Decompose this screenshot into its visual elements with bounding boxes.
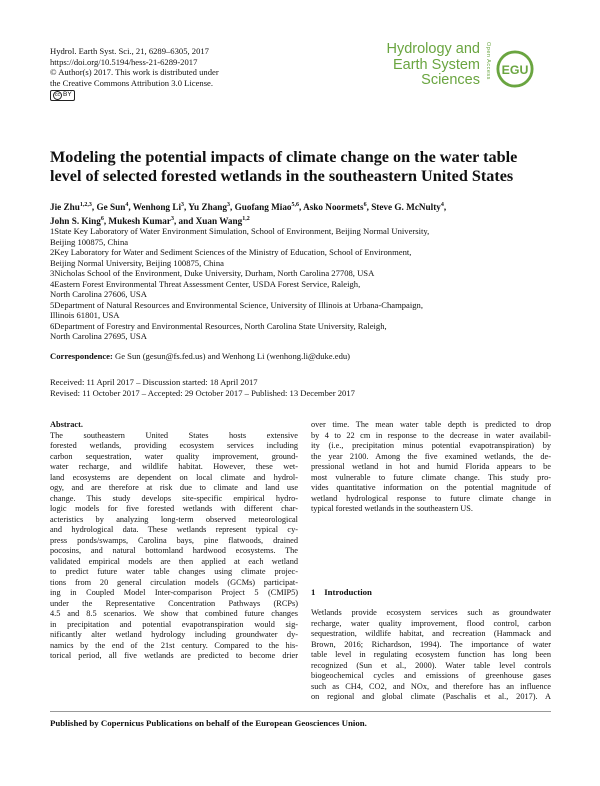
publication-dates bbox=[50, 377, 355, 398]
abstract-line: the year 2100. Among the five examined wetlands, the de- bbox=[311, 451, 551, 461]
abstract-line: validated empirical models are then applied at each wetland bbox=[50, 556, 298, 566]
abstract-line: ogy, and are therefore at risk due to climate and land use bbox=[50, 483, 298, 492]
intro-line: recognized (Sun et al., 2000). Water table level controls bbox=[311, 660, 551, 670]
date-line: Revised: 11 October 2017 – Accepted: 29 October 2017 – Published: 13 December 2017 bbox=[50, 387, 355, 398]
abstract-line: ity (i.e., precipitation minus potential evapotranspiration) by bbox=[311, 441, 551, 450]
footer-divider bbox=[50, 711, 551, 712]
abstract-line: and hydrological data. These wetlands represent typical cy- bbox=[50, 525, 298, 534]
date-line: Received: 11 April 2017 – Discussion started: 18 April 2017 bbox=[50, 377, 258, 387]
abstract-line: land ecosystems are dependent on local climate and hydrol- bbox=[50, 472, 298, 482]
affiliation-line: Illinois 61801, USA bbox=[50, 310, 120, 320]
intro-line: Wetlands provide ecosystem services such as groundwater bbox=[311, 608, 551, 617]
affiliation-line: 1State Key Laboratory of Water Environment Simulation, School of Environment, Beijing Normal University, bbox=[50, 226, 430, 236]
author-line: Jie Zhu$^{1,2,3}$, Ge Sun$^4$, Wenhong Li$^3$, Yu Zhang$^3$, Guofang Miao$^{5,6}$, Asko Noormets$^6$, Steve G. McNulty$^4$, bbox=[50, 202, 447, 213]
journal-name-line: Earth System bbox=[392, 56, 480, 73]
abstract-line: under the Representative Concentration Pathways (RCPs) bbox=[50, 598, 298, 608]
abstract-line: acteristics by analyzing long-term observed meteorological bbox=[50, 514, 298, 524]
affiliation-line: 2Key Laboratory for Water and Sediment Sciences of the Ministry of Education, School of Environment, bbox=[50, 247, 412, 257]
journal-name-line: Sciences bbox=[421, 72, 480, 88]
correspondence-text: Ge Sun (gesun@fs.fed.us) and Wenhong Li (wenhong.li@duke.edu) bbox=[112, 351, 351, 361]
abstract-line: press ponds/swamps, Carolina bays, pine flatwoods, drained bbox=[50, 535, 298, 545]
intro-line: on regional and global climate (Paschalis et al., 2017). A bbox=[311, 692, 551, 701]
abstract-line: 4.5 and 8.5 scenarios. We show that combined future changes bbox=[50, 609, 298, 618]
abstract-line: forested wetlands, providing ecosystem services including bbox=[50, 441, 298, 450]
journal-name bbox=[380, 42, 480, 89]
journal-citation: Hydrol. Earth Syst. Sci., 21, 6289–6305, 2017 bbox=[50, 46, 209, 56]
abstract-line: pressional wetland in hot and humid Florida appears to be bbox=[311, 462, 551, 471]
abstract-line: logic models for five forested wetlands with different char- bbox=[50, 504, 298, 513]
publisher-footer: Published by Copernicus Publications on behalf of the European Geosciences Union. bbox=[50, 718, 367, 728]
copyright-notice: © Author(s) 2017. This work is distributed under bbox=[50, 67, 219, 77]
intro-line: such as CH4, CO2, and NOx, and therefore has an influence bbox=[311, 681, 551, 691]
abstract-continued bbox=[311, 420, 551, 515]
abstract-line: carbon sequestration, water quality improvement, ground- bbox=[50, 451, 298, 461]
abstract-line: to predict future water table changes using climate projec- bbox=[50, 567, 298, 576]
license-notice: the Creative Commons Attribution 3.0 License. bbox=[50, 77, 214, 88]
title-line: level of selected forested wetlands in the southeastern United States bbox=[50, 167, 514, 185]
affiliation-line: Beijing 100875, China bbox=[50, 236, 129, 247]
abstract-line: pocosins, and natural bottomland hardwood ecosystems. The bbox=[50, 546, 298, 555]
abstract-line: change. This study develops site-specific empirical hydro- bbox=[50, 493, 298, 503]
introduction-text bbox=[311, 608, 551, 703]
abstract-label: Abstract. bbox=[50, 420, 83, 429]
paper-title bbox=[50, 148, 517, 186]
intro-line: recharge, water quality improvement, flood control, carbon bbox=[311, 618, 551, 628]
affiliation-line: 6Department of Forestry and Environmental Resources, North Carolina State University, Raleigh, bbox=[50, 320, 387, 331]
affiliation-line: 5Department of Natural Resources and Environmental Science, University of Illinois at Urbana-Champaign, bbox=[50, 299, 424, 310]
open-access-label: Open Access bbox=[485, 42, 491, 80]
section-number: 1 bbox=[311, 587, 316, 597]
abstract-first-text: The southeastern United States hosts extensive bbox=[50, 430, 298, 440]
abstract-line: typical forested wetlands in the southeastern US. bbox=[311, 504, 473, 513]
section-title: Introduction bbox=[324, 587, 372, 597]
abstract-line: torical period, all five wetlands are predicted to become drier bbox=[50, 651, 298, 660]
affiliation-line: North Carolina 27695, USA bbox=[50, 331, 147, 341]
cc-by-label: BY bbox=[63, 91, 72, 98]
egu-logo bbox=[496, 50, 534, 93]
author-line: John S. King$^6$, Mukesh Kumar$^3$, and Xuan Wang$^{1,2}$ bbox=[50, 215, 250, 226]
abstract-line: vides quantitative information on the potential magnitude of bbox=[311, 483, 551, 492]
cc-icon: cc bbox=[55, 92, 60, 98]
abstract-line bbox=[50, 420, 298, 441]
affiliation-line: 3Nicholas School of the Environment, Duke University, Durham, North Carolina 27708, USA bbox=[50, 268, 375, 278]
journal-name-line: Hydrology and bbox=[386, 41, 480, 57]
intro-line: biogeochemical cycles and emissions of greenhouse gases bbox=[311, 671, 551, 680]
abstract-line: by 4 to 22 cm in response to the decrease in water availabil- bbox=[311, 430, 551, 440]
affiliation-line: Beijing Normal University, Beijing 100875, China bbox=[50, 257, 224, 268]
abstract-line: most vulnerable to future climate change. This study pro- bbox=[311, 472, 551, 482]
affiliation-line: North Carolina 27606, USA bbox=[50, 289, 147, 299]
intro-line: Brown, 2016; Richardson, 1994). The importance of water bbox=[311, 639, 551, 649]
abstract-line: in precipitation and potential evapotranspiration would sig- bbox=[50, 619, 298, 629]
abstract-line: tions from 20 general circulation models (GCMs) participat- bbox=[50, 577, 298, 587]
cc-by-badge[interactable] bbox=[50, 90, 75, 101]
doi-link[interactable]: https://doi.org/10.5194/hess-21-6289-2017 bbox=[50, 56, 198, 67]
affiliations bbox=[50, 226, 429, 342]
header-citation-block bbox=[50, 46, 219, 101]
author-list bbox=[50, 200, 446, 227]
intro-line: table level in regulating ecosystem function has long been bbox=[311, 650, 551, 659]
abstract-line: over time. The mean water table depth is predicted to drop bbox=[311, 420, 551, 429]
correspondence bbox=[50, 351, 350, 362]
abstract-line: wetland hydrological response to future climate change in bbox=[311, 493, 551, 503]
affiliation-line: 4Eastern Forest Environmental Threat Assessment Center, USDA Forest Service, Raleigh, bbox=[50, 278, 361, 289]
correspondence-label: Correspondence: bbox=[50, 351, 113, 361]
abstract-line: ing in Coupled Model Inter-comparison Project 5 (CMIP5) bbox=[50, 588, 298, 597]
abstract-line: water recharge, and wildlife habitat. However, these wet- bbox=[50, 462, 298, 471]
abstract-line: nificantly alter wetland hydrology including groundwater dy- bbox=[50, 630, 298, 639]
abstract-line: namics by the end of the 21st century. Compared to the his- bbox=[50, 640, 298, 650]
egu-logo-text: EGU bbox=[501, 62, 529, 77]
title-line: Modeling the potential impacts of climate change on the water table bbox=[50, 148, 518, 166]
abstract bbox=[50, 420, 298, 662]
intro-line: sequestration, wildlife habitat, and recreation (Hammack and bbox=[311, 629, 551, 638]
section-heading bbox=[311, 587, 372, 597]
